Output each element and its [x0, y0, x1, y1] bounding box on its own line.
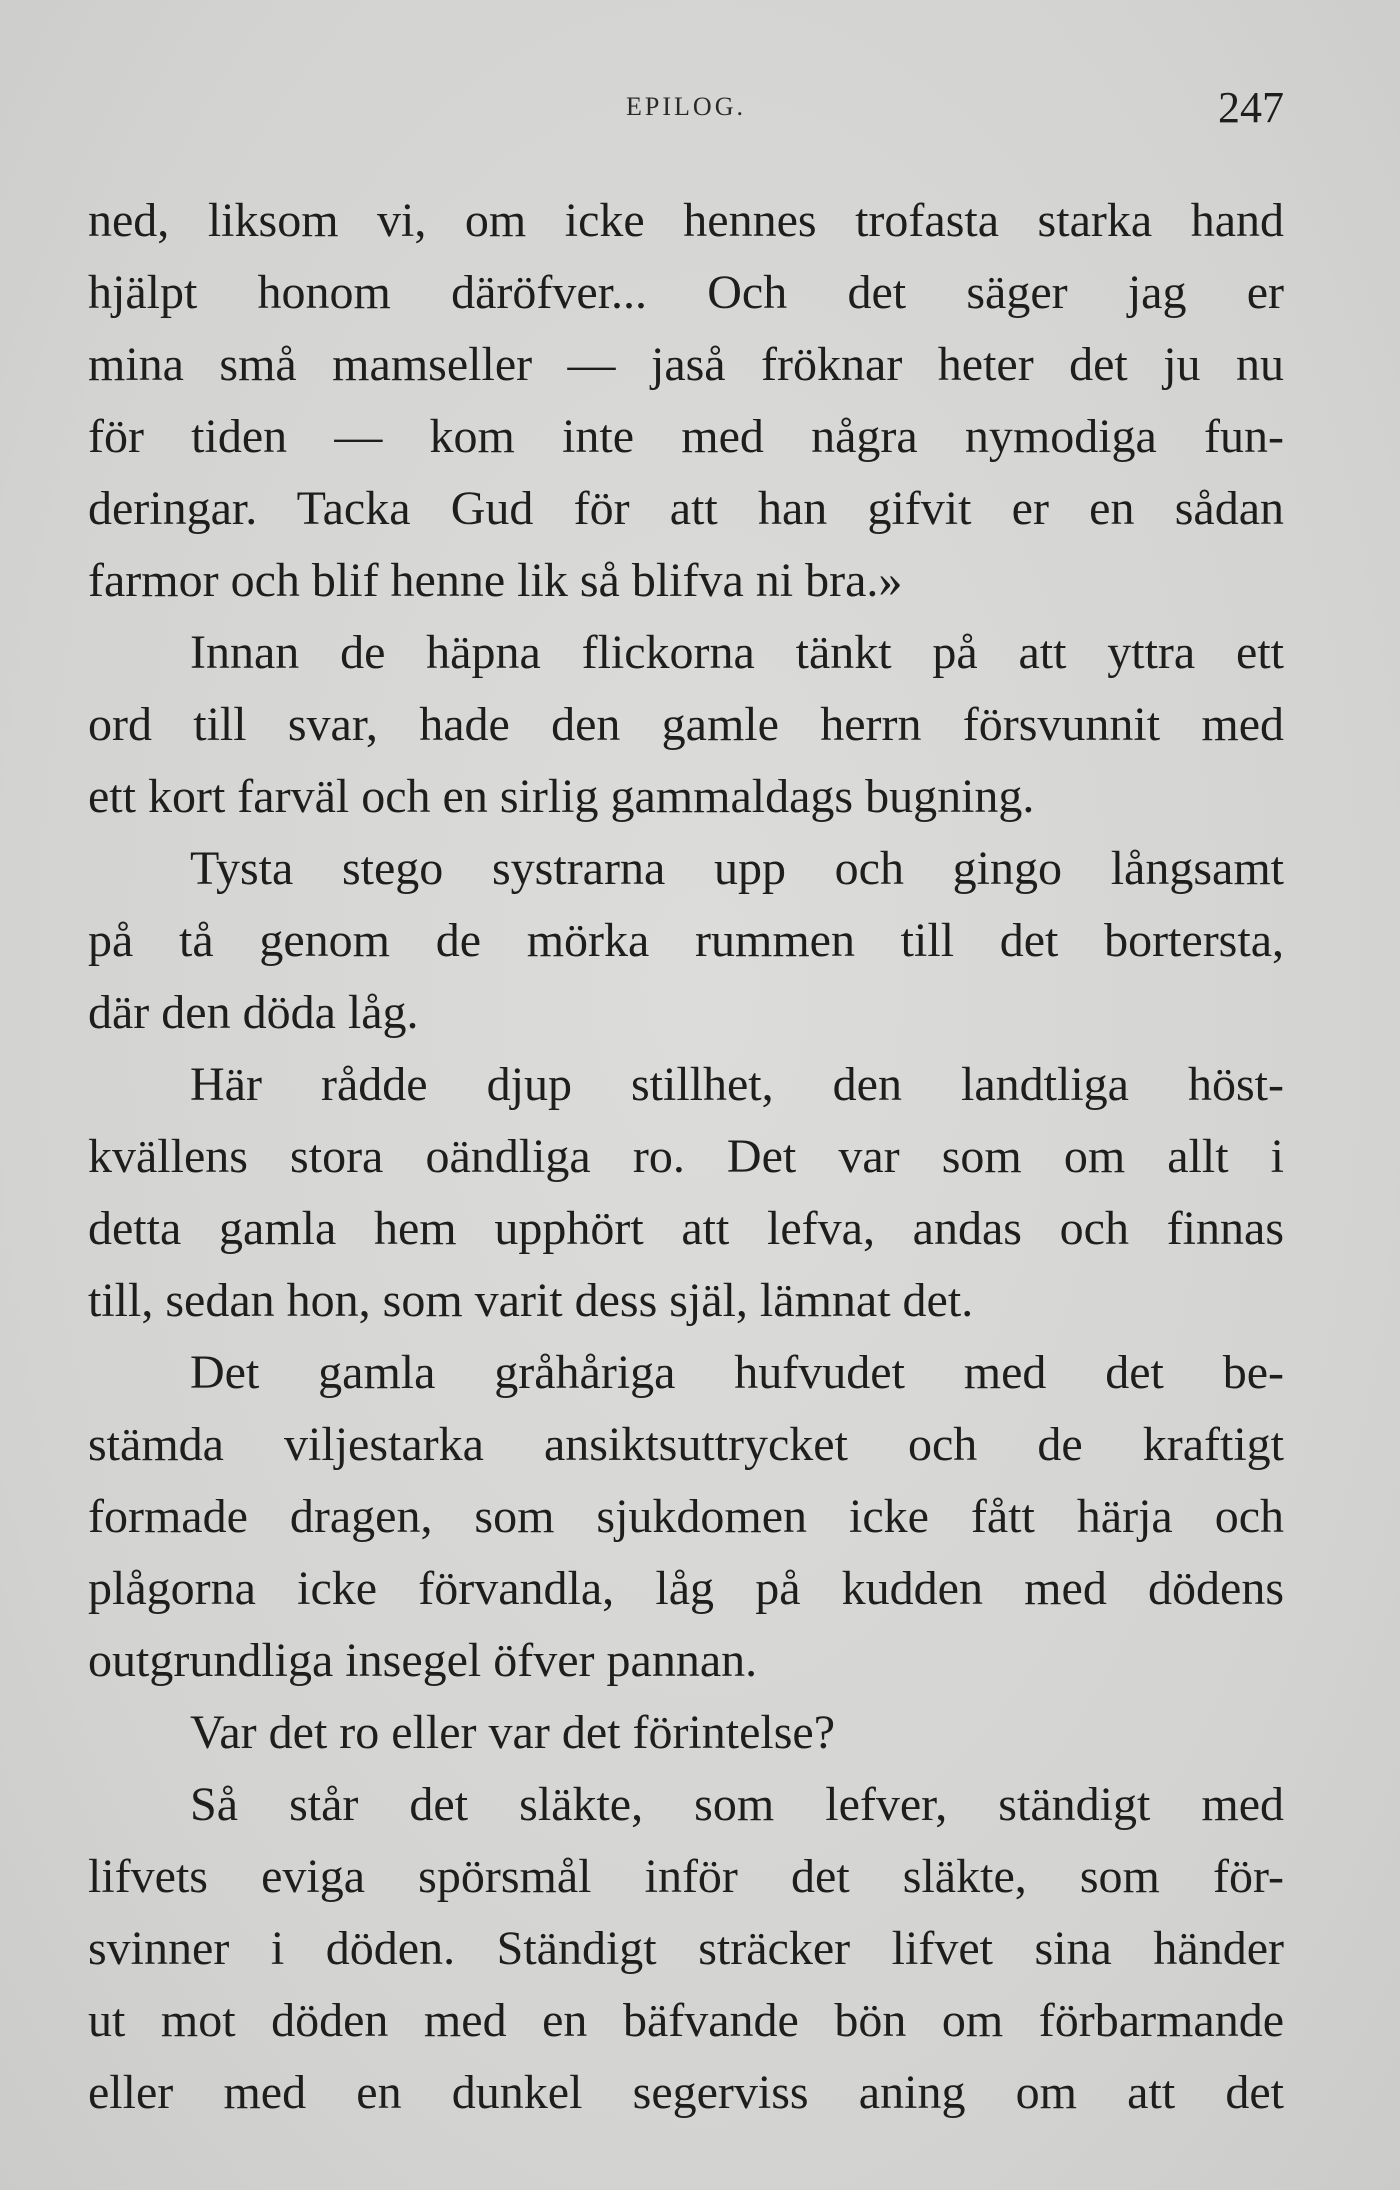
- text-line: Tysta stego systrarna upp och gingo långsamt: [190, 842, 1284, 895]
- page-number: 247: [1218, 83, 1284, 132]
- text-line: formade dragen, som sjukdomen icke fått härja och: [88, 1490, 1284, 1543]
- text-line: lifvets eviga spörsmål inför det släkte, som för-: [88, 1850, 1284, 1903]
- text-line: ned, liksom vi, om icke hennes trofasta starka hand: [88, 194, 1284, 247]
- text-line: Det gamla gråhåriga hufvudet med det be-: [190, 1346, 1284, 1399]
- text-line: outgrundliga insegel öfver pannan.: [88, 1634, 758, 1687]
- text-line: Var det ro eller var det förintelse?: [190, 1706, 836, 1759]
- text-line: till, sedan hon, som varit dess själ, lämnat det.: [88, 1274, 974, 1327]
- body-text: [88, 185, 1284, 2129]
- text-line: detta gamla hem upphört att lefva, andas och finnas: [88, 1202, 1284, 1255]
- text-line: eller med en dunkel segerviss aning om att det: [88, 2066, 1284, 2119]
- text-line: Här rådde djup stillhet, den landtliga höst-: [190, 1058, 1284, 1111]
- text-line: kvällens stora oändliga ro. Det var som om allt i: [88, 1130, 1284, 1183]
- text-line: på tå genom de mörka rummen till det bortersta,: [88, 914, 1284, 967]
- text-line: ord till svar, hade den gamle herrn försvunnit med: [88, 698, 1284, 751]
- text-line: Innan de häpna flickorna tänkt på att yttra ett: [190, 626, 1284, 679]
- text-line: plågorna icke förvandla, låg på kudden med dödens: [88, 1562, 1284, 1615]
- text-line: stämda viljestarka ansiktsuttrycket och de kraftigt: [88, 1418, 1284, 1471]
- text-line: farmor och blif henne lik så blifva ni bra.»: [88, 554, 903, 607]
- text-line: hjälpt honom däröfver... Och det säger jag er: [88, 266, 1284, 319]
- chapter-title: EPILOG.: [626, 92, 746, 121]
- running-head: [88, 82, 1284, 142]
- text-line: ut mot döden med en bäfvande bön om förbarmande: [88, 1994, 1284, 2047]
- text-line: där den döda låg.: [88, 986, 419, 1039]
- text-line: för tiden — kom inte med några nymodiga fun-: [88, 410, 1284, 463]
- text-line: ett kort farväl och en sirlig gammaldags bugning.: [88, 770, 1035, 823]
- text-line: Så står det släkte, som lefver, ständigt med: [190, 1778, 1284, 1831]
- text-line: mina små mamseller — jaså fröknar heter det ju nu: [88, 338, 1284, 391]
- text-line: deringar. Tacka Gud för att han gifvit er en sådan: [88, 482, 1284, 535]
- text-line: svinner i döden. Ständigt sträcker lifvet sina händer: [88, 1922, 1284, 1975]
